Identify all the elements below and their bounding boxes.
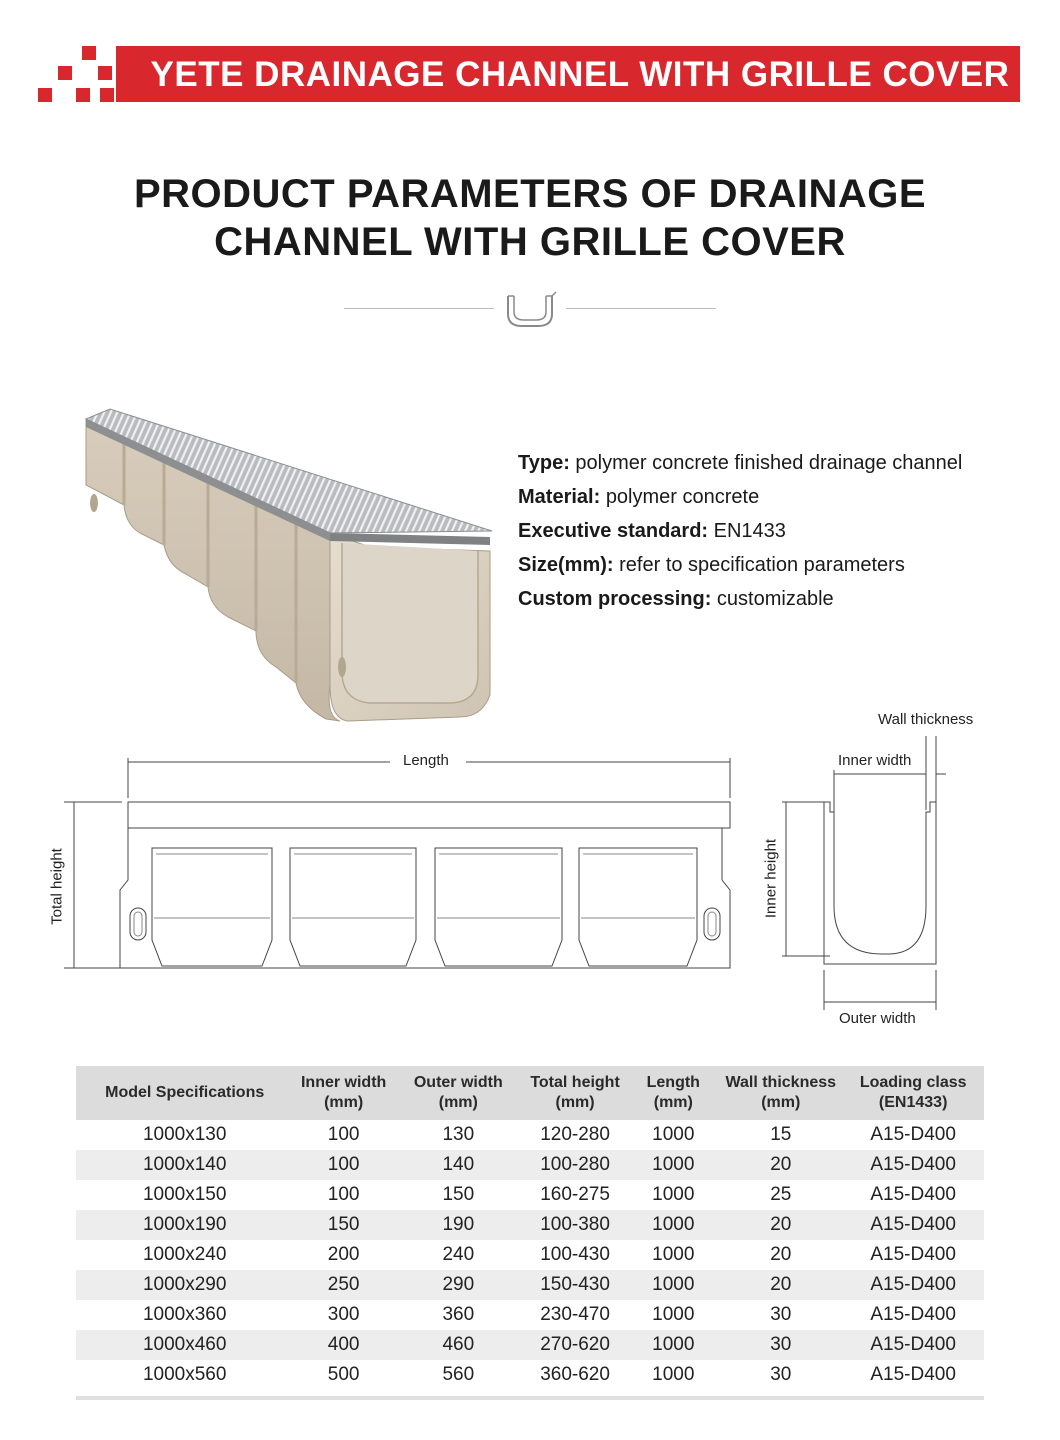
col-outer-width: Outer width (mm) — [394, 1066, 523, 1120]
specification-table — [76, 1066, 984, 1390]
channel-icon — [500, 288, 560, 330]
wall-thickness-label: Wall thickness — [878, 711, 974, 728]
col-model-specifications: Model Specifications — [76, 1066, 293, 1120]
table-row: 1000x140 100 140 100-280 1000 20 A15-D400 — [76, 1150, 984, 1180]
col-inner-width: Inner width (mm) — [293, 1066, 394, 1120]
col-loading-class: Loading class (EN1433) — [842, 1066, 984, 1120]
col-length: Length (mm) — [627, 1066, 719, 1120]
inner-width-label: Inner width — [838, 752, 912, 769]
total-height-label: Total height — [48, 848, 66, 925]
divider-left — [344, 308, 494, 309]
spec-standard: Executive standard: EN1433 — [518, 520, 786, 542]
table-row: 1000x290 250 290 150-430 1000 20 A15-D400 — [76, 1270, 984, 1300]
table-row: 1000x560 500 560 360-620 1000 30 A15-D400 — [76, 1360, 984, 1390]
page-title — [80, 170, 980, 266]
table-row: 1000x130 100 130 120-280 1000 15 A15-D400 — [76, 1120, 984, 1150]
page-title-line-2: CHANNEL WITH GRILLE COVER — [214, 220, 846, 264]
table-bottom-rule — [76, 1396, 984, 1400]
table-header-row — [76, 1066, 984, 1120]
side-elevation-drawing — [60, 740, 750, 980]
col-total-height: Total height (mm) — [523, 1066, 628, 1120]
cross-section-drawing — [770, 730, 970, 1010]
divider-right — [566, 308, 716, 309]
spec-size: Size(mm): refer to specification parameters — [518, 554, 905, 576]
length-label: Length — [403, 752, 449, 769]
table-row: 1000x150 100 150 160-275 1000 25 A15-D400 — [76, 1180, 984, 1210]
table-row: 1000x460 400 460 270-620 1000 30 A15-D400 — [76, 1330, 984, 1360]
table-row: 1000x190 150 190 100-380 1000 20 A15-D400 — [76, 1210, 984, 1240]
table-row: 1000x360 300 360 230-470 1000 30 A15-D400 — [76, 1300, 984, 1330]
page-title-line-1: PRODUCT PARAMETERS OF DRAINAGE — [133, 172, 927, 216]
col-wall-thickness: Wall thickness (mm) — [719, 1066, 842, 1120]
spec-custom: Custom processing: customizable — [518, 588, 834, 610]
product-image — [80, 405, 500, 725]
banner-title: YETE DRAINAGE CHANNEL WITH GRILLE COVER — [150, 55, 1010, 94]
spec-material: Material: polymer concrete — [518, 486, 760, 508]
inner-height-label: Inner height — [762, 838, 780, 919]
spec-type: Type: polymer concrete finished drainage channel — [518, 452, 963, 474]
table-row: 1000x240 200 240 100-430 1000 20 A15-D400 — [76, 1240, 984, 1270]
outer-width-label: Outer width — [839, 1010, 916, 1027]
spec-list — [518, 446, 1038, 616]
